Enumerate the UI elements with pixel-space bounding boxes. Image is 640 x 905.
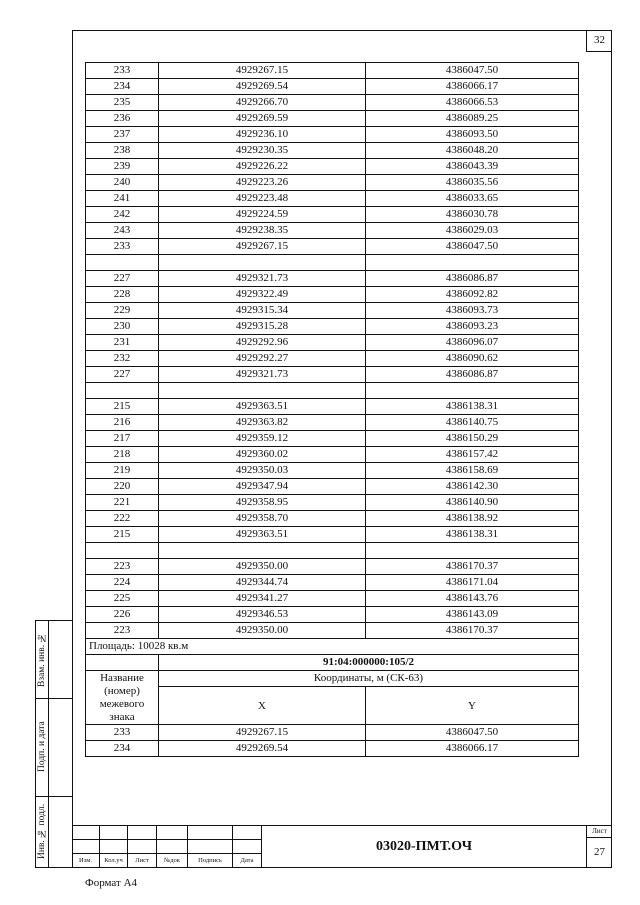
y-coordinate-cell	[366, 255, 579, 270]
y-coordinate-cell: 4386066.17	[366, 79, 579, 94]
point-number-cell: 230	[86, 319, 159, 334]
title-block-column-label: Дата	[233, 854, 262, 867]
table-row	[86, 95, 579, 111]
y-coordinate-cell: 4386138.31	[366, 399, 579, 414]
point-number-cell: 224	[86, 575, 159, 590]
y-coordinate-cell: 4386048.20	[366, 143, 579, 158]
x-coordinate-cell	[159, 255, 366, 270]
x-coordinate-cell: 4929350.03	[159, 463, 366, 478]
revision-entry-cell	[188, 826, 233, 840]
x-coordinate-cell: 4929226.22	[159, 159, 366, 174]
point-number-cell: 233	[86, 725, 159, 740]
side-stamp	[35, 620, 72, 868]
y-coordinate-cell: 4386096.07	[366, 335, 579, 350]
table-row	[86, 559, 579, 575]
point-number-cell	[86, 543, 159, 558]
x-coordinate-cell: 4929358.95	[159, 495, 366, 510]
point-number-cell: 241	[86, 191, 159, 206]
y-coordinate-cell: 4386140.90	[366, 495, 579, 510]
x-coordinate-cell: 4929238.35	[159, 223, 366, 238]
revision-entry-cell	[100, 840, 128, 854]
y-coordinate-cell: 4386140.75	[366, 415, 579, 430]
coordinates-header	[86, 671, 579, 725]
x-coordinate-cell: 4929315.34	[159, 303, 366, 318]
stamp-label-sign-date: Подп. и дата	[37, 721, 47, 773]
table-row	[86, 111, 579, 127]
revision-entry-cell	[72, 826, 100, 840]
table-row	[86, 287, 579, 303]
header-coordinates-label: Координаты, м (СК-63)	[159, 671, 579, 687]
table-row	[86, 303, 579, 319]
table-row	[86, 495, 579, 511]
point-number-cell: 234	[86, 741, 159, 756]
table-row	[86, 175, 579, 191]
y-coordinate-cell: 4386047.50	[366, 63, 579, 78]
table-row	[86, 207, 579, 223]
point-number-cell: 220	[86, 479, 159, 494]
table-row	[86, 271, 579, 287]
y-coordinate-cell: 4386093.23	[366, 319, 579, 334]
document-code: 03020-ПМТ.ОЧ	[375, 838, 473, 854]
point-number-cell: 215	[86, 399, 159, 414]
point-number-cell: 232	[86, 351, 159, 366]
y-coordinate-cell: 4386170.37	[366, 623, 579, 638]
table-row	[86, 591, 579, 607]
title-block	[72, 825, 612, 868]
x-coordinate-cell	[159, 383, 366, 398]
x-coordinate-cell: 4929322.49	[159, 287, 366, 302]
revision-entry-cell	[72, 840, 100, 854]
x-coordinate-cell: 4929363.51	[159, 399, 366, 414]
table-row	[86, 725, 579, 741]
table-row	[86, 527, 579, 543]
table-row	[86, 351, 579, 367]
x-coordinate-cell: 4929321.73	[159, 367, 366, 382]
stamp-label-original-inv: Инв. № подл.	[37, 803, 47, 859]
header-coordinates-group	[159, 671, 579, 724]
top-sheet-number: 32	[586, 30, 612, 52]
point-number-cell	[86, 383, 159, 398]
y-coordinate-cell: 4386090.62	[366, 351, 579, 366]
cadastral-empty-cell	[86, 655, 159, 670]
parcel-point-rows	[86, 725, 579, 757]
y-coordinate-cell: 4386093.73	[366, 303, 579, 318]
x-coordinate-cell: 4929350.00	[159, 623, 366, 638]
table-row	[86, 79, 579, 95]
x-coordinate-cell: 4929350.00	[159, 559, 366, 574]
table-row	[86, 127, 579, 143]
cadastral-number-row	[86, 655, 579, 671]
table-row	[86, 575, 579, 591]
revision-entry-cell	[100, 826, 128, 840]
x-coordinate-cell: 4929266.70	[159, 95, 366, 110]
point-number-cell: 215	[86, 527, 159, 542]
point-number-cell: 225	[86, 591, 159, 606]
side-stamp-divider	[48, 621, 49, 867]
table-row	[86, 399, 579, 415]
table-row	[86, 623, 579, 639]
x-coordinate-cell: 4929269.54	[159, 79, 366, 94]
cadastral-number: 91:04:000000:105/2	[159, 655, 579, 670]
y-coordinate-cell: 4386066.53	[366, 95, 579, 110]
x-coordinate-cell: 4929315.28	[159, 319, 366, 334]
table-row	[86, 511, 579, 527]
point-number-cell: 242	[86, 207, 159, 222]
x-coordinate-cell: 4929321.73	[159, 271, 366, 286]
revision-entry-cell	[188, 840, 233, 854]
table-row	[86, 415, 579, 431]
y-coordinate-cell: 4386086.87	[366, 271, 579, 286]
y-coordinate-cell: 4386138.31	[366, 527, 579, 542]
revision-entry-cell	[128, 840, 157, 854]
y-coordinate-cell: 4386143.09	[366, 607, 579, 622]
sheet-label: Лист	[587, 826, 612, 838]
point-number-cell: 235	[86, 95, 159, 110]
point-number-cell: 229	[86, 303, 159, 318]
x-coordinate-cell: 4929269.59	[159, 111, 366, 126]
table-row	[86, 239, 579, 255]
table-row	[86, 479, 579, 495]
point-number-cell: 227	[86, 271, 159, 286]
title-block-column-label: Изм.	[72, 854, 100, 867]
table-row	[86, 607, 579, 623]
y-coordinate-cell: 4386143.76	[366, 591, 579, 606]
point-number-cell: 238	[86, 143, 159, 158]
y-coordinate-cell: 4386086.87	[366, 367, 579, 382]
format-note: Формат А4	[85, 877, 138, 889]
x-coordinate-cell: 4929344.74	[159, 575, 366, 590]
point-number-cell: 233	[86, 63, 159, 78]
point-number-cell: 227	[86, 367, 159, 382]
revision-grid	[72, 826, 262, 867]
title-block-column-label: Кол.уч	[100, 854, 128, 867]
title-block-column-label: №док	[157, 854, 188, 867]
x-coordinate-cell: 4929360.02	[159, 447, 366, 462]
point-number-cell: 228	[86, 287, 159, 302]
revision-entry-cell	[233, 840, 262, 854]
y-coordinate-cell: 4386150.29	[366, 431, 579, 446]
point-number-cell: 223	[86, 559, 159, 574]
x-coordinate-cell: 4929341.27	[159, 591, 366, 606]
point-number-cell: 222	[86, 511, 159, 526]
table-row	[86, 143, 579, 159]
y-coordinate-cell	[366, 543, 579, 558]
table-row	[86, 223, 579, 239]
x-coordinate-cell: 4929359.12	[159, 431, 366, 446]
point-number-cell: 221	[86, 495, 159, 510]
point-number-cell: 216	[86, 415, 159, 430]
point-number-cell: 233	[86, 239, 159, 254]
y-coordinate-cell: 4386047.50	[366, 239, 579, 254]
x-coordinate-cell: 4929347.94	[159, 479, 366, 494]
table-row	[86, 319, 579, 335]
y-coordinate-cell: 4386047.50	[366, 725, 579, 740]
title-block-column-label: Лист	[128, 854, 157, 867]
revision-entry-cell	[157, 826, 188, 840]
y-coordinate-cell: 4386142.30	[366, 479, 579, 494]
header-x-label: X	[159, 687, 366, 724]
x-coordinate-cell: 4929223.26	[159, 175, 366, 190]
x-coordinate-cell: 4929346.53	[159, 607, 366, 622]
table-row	[86, 431, 579, 447]
x-coordinate-cell: 4929363.82	[159, 415, 366, 430]
x-coordinate-cell: 4929224.59	[159, 207, 366, 222]
revision-entry-cell	[157, 840, 188, 854]
point-number-cell: 240	[86, 175, 159, 190]
point-number-cell: 218	[86, 447, 159, 462]
point-number-cell: 223	[86, 623, 159, 638]
x-coordinate-cell: 4929267.15	[159, 725, 366, 740]
x-coordinate-cell: 4929358.70	[159, 511, 366, 526]
header-y-label: Y	[366, 687, 579, 724]
blank-row	[86, 255, 579, 271]
header-point-name: Название (номер) межевого знака	[99, 671, 145, 723]
point-number-cell: 239	[86, 159, 159, 174]
sheet-number: 27	[594, 846, 605, 858]
point-number-cell: 217	[86, 431, 159, 446]
table-row	[86, 367, 579, 383]
y-coordinate-cell: 4386043.39	[366, 159, 579, 174]
table-row	[86, 191, 579, 207]
x-coordinate-cell: 4929363.51	[159, 527, 366, 542]
area-row	[86, 639, 579, 655]
sheet-cell	[586, 826, 612, 867]
y-coordinate-cell: 4386089.25	[366, 111, 579, 126]
y-coordinate-cell: 4386138.92	[366, 511, 579, 526]
x-coordinate-cell	[159, 543, 366, 558]
table-row	[86, 463, 579, 479]
table-row	[86, 335, 579, 351]
stamp-label-replacement-inv: Взам. инв. №	[37, 632, 47, 687]
x-coordinate-cell: 4929292.27	[159, 351, 366, 366]
point-number-cell: 231	[86, 335, 159, 350]
table-row	[86, 63, 579, 79]
coordinates-table	[85, 62, 579, 757]
area-text: Площадь: 10028 кв.м	[86, 639, 579, 654]
point-number-cell: 226	[86, 607, 159, 622]
header-point-name-cell	[86, 671, 159, 724]
y-coordinate-cell: 4386157.42	[366, 447, 579, 462]
point-number-cell	[86, 255, 159, 270]
x-coordinate-cell: 4929292.96	[159, 335, 366, 350]
x-coordinate-cell: 4929236.10	[159, 127, 366, 142]
table-row	[86, 159, 579, 175]
revision-entry-cell	[128, 826, 157, 840]
point-number-cell: 236	[86, 111, 159, 126]
header-axes	[159, 687, 579, 724]
point-number-cell: 237	[86, 127, 159, 142]
y-coordinate-cell: 4386093.50	[366, 127, 579, 142]
y-coordinate-cell: 4386030.78	[366, 207, 579, 222]
blank-row	[86, 543, 579, 559]
y-coordinate-cell: 4386066.17	[366, 741, 579, 756]
y-coordinate-cell: 4386158.69	[366, 463, 579, 478]
x-coordinate-cell: 4929267.15	[159, 239, 366, 254]
y-coordinate-cell	[366, 383, 579, 398]
y-coordinate-cell: 4386092.82	[366, 287, 579, 302]
point-number-cell: 234	[86, 79, 159, 94]
x-coordinate-cell: 4929230.35	[159, 143, 366, 158]
blank-row	[86, 383, 579, 399]
x-coordinate-cell: 4929267.15	[159, 63, 366, 78]
y-coordinate-cell: 4386035.56	[366, 175, 579, 190]
x-coordinate-cell: 4929269.54	[159, 741, 366, 756]
table-row	[86, 447, 579, 463]
y-coordinate-cell: 4386171.04	[366, 575, 579, 590]
point-number-cell: 219	[86, 463, 159, 478]
revision-entry-cell	[233, 826, 262, 840]
y-coordinate-cell: 4386033.65	[366, 191, 579, 206]
title-block-column-label: Подпись	[188, 854, 233, 867]
table-row	[86, 741, 579, 757]
coordinate-rows	[86, 63, 579, 639]
y-coordinate-cell: 4386029.03	[366, 223, 579, 238]
y-coordinate-cell: 4386170.37	[366, 559, 579, 574]
point-number-cell: 243	[86, 223, 159, 238]
x-coordinate-cell: 4929223.48	[159, 191, 366, 206]
